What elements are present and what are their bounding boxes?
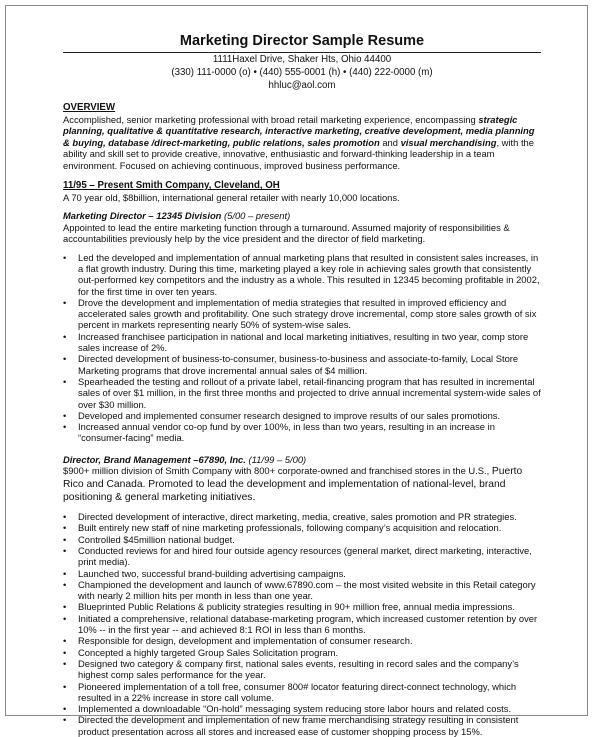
role1-bullet: • Developed and implemented consumer research designed to improve results of our sales promotions. <box>63 410 541 421</box>
overview-text-2: and <box>379 136 401 148</box>
role2-intro-2: Puerto Rico and Canada. Promoted to lead the development and implementation of national-level, brand positioning & general marketing initiatives. <box>63 466 523 504</box>
employer-description: A 70 year old, $8billion, international general retailer with nearly 10,000 locations. <box>63 192 400 204</box>
role2-bullet: • Responsible for design, development and implementation of consumer research. <box>63 635 541 646</box>
role1-bullet-list <box>63 252 541 444</box>
resume-page <box>5 5 588 737</box>
role1-title: Marketing Director – 12345 Division <box>63 210 222 222</box>
role2-bullet: • Pioneered implementation of a toll free, consumer 800# locator featuring direct-connect technology, which resulted in a 22% increase in store call volume. <box>63 681 541 704</box>
contact-email: hhluc@aol.com <box>268 80 336 91</box>
resume-title: Marketing Director Sample Resume <box>63 32 541 53</box>
role2-bullet-list <box>63 511 541 737</box>
role1-bullet: • Increased annual vendor co-op fund by over 100%, in less than two years, resulting in an increase in “consumer-facing” media. <box>63 421 541 444</box>
overview-text-1: Accomplished, senior marketing professional with broad retail marketing experience, encompassing <box>63 114 479 125</box>
role2-intro-1: $900+ million division of Smith Company with 800+ corporate-owned and franchised stores in the U.S., <box>63 465 492 477</box>
role2-dates: (11/99 – 5/00) <box>245 453 307 465</box>
role1-bullet: • Led the developed and implementation of annual marketing plans that resulted in consistent sales increases, in a flat growth industry. During this time, marketing played a key role in achieving sales growth that consistently out-performed key competitors and the industry as a whole. This resulted in 12345 becoming profitable in 2002, for the first time in over ten years. <box>63 252 541 297</box>
role2-bullet: • Initiated a comprehensive, relational database-marketing program, which increased customer retention by over 10% -- in the first year -- and achieved 8:1 ROI in less than 6 months. <box>63 613 541 636</box>
role2-title: Director, Brand Management –67890, Inc. <box>63 453 246 465</box>
overview-heading: OVERVIEW <box>63 102 116 113</box>
role2-bullet: • Directed the development and implementation of new frame merchandising strategy resulting in consistent product presentation across all stores and increased ease of customer shopping process by 15%. <box>63 714 541 737</box>
role2-bullet: • Directed development of interactive, direct marketing, media, creative, sales promotion and PR strategies. <box>63 511 541 522</box>
contact-phones: (330) 111-0000 (o) • (440) 555-0001 (h) • (440) 222-0000 (m) <box>171 67 433 78</box>
contact-address: 1111Haxel Drive, Shaker Hts, Ohio 44400 <box>212 54 392 65</box>
role1-title-line <box>63 210 541 221</box>
role1-bullet: • Drove the development and implementation of media strategies that resulted in improved efficiency and accelerated sales growth and profitability. One such strategy drove incremental, comp store sales growth of six percent in markets representing nearly 50% of system-wise sales. <box>63 297 541 331</box>
role1-bullet: • Spearheaded the testing and rollout of a private label, retail-financing program that has resulted in incremental sales of over $1 million, in the first three months and projected to drive annual incremental system-wide sales of over $30 million. <box>63 376 541 410</box>
role2-bullet: • Designed two category & company first, national sales events, resulting in record sales and the company’s highest comp sales performance for the year. <box>63 658 541 681</box>
overview-text-3: , with the ability and skill set to provide creative, innovative, enthusiastic and forward-thinking leadership in a team environment. Focused on achieving continuous, improved business performance. <box>63 136 534 171</box>
role2-intro <box>63 465 541 504</box>
role1-bullet: • Increased franchisee participation in national and local marketing initiatives, resulting in two year, comp store sales increase of 2%. <box>63 331 541 354</box>
role2-bullet: • Blueprinted Public Relations & publicity strategies resulting in 90+ million free, annual media impressions. <box>63 601 541 612</box>
role1-intro: Appointed to lead the entire marketing function through a turnaround. Assumed majority of responsibilities & accountabilities previously help by the vice president and the director of field marketing. <box>63 221 510 245</box>
role2-bullet: • Controlled $45million national budget. <box>63 534 541 545</box>
role2-bullet: • Built entirely new staff of nine marketing professionals, following company’s acquisition and relocation. <box>63 522 541 533</box>
employer-heading: 11/95 – Present Smith Company, Cleveland, OH <box>63 180 280 192</box>
role1-bullet: • Directed development of business-to-consumer, business-to-business and associate-to-family, Local Store Marketing programs that drove incremental annual sales of $4 million. <box>63 353 541 376</box>
role1-dates: (5/00 – present) <box>221 210 291 222</box>
resume-content <box>63 32 541 737</box>
role2-bullet: • Launched two, successful brand-building advertising campaigns. <box>63 568 541 579</box>
role2-bullet: • Championed the development and launch of www.67890.com – the most visited website in this Retail category with nearly 2 million hits per month in less than one year. <box>63 579 541 602</box>
overview-paragraph <box>63 114 541 171</box>
role2-title-line <box>63 454 541 465</box>
role2-bullet: • Implemented a downloadable “On-hold” messaging system reducing store labor hours and related costs. <box>63 703 541 714</box>
role2-bullet: • Concepted a highly targeted Group Sales Solicitation program. <box>63 647 541 658</box>
overview-keywords-1: strategic planning, qualitative & quantitative research, interactive marketing, creative development, media planning & buying, database /direct-marketing, public relations, sales promotion <box>63 114 535 148</box>
overview-keywords-2: visual merchandising <box>400 136 497 148</box>
role2-bullet: • Conducted reviews for and hired four outside agency resources (general market, direct marketing, interactive, print media). <box>63 545 541 568</box>
